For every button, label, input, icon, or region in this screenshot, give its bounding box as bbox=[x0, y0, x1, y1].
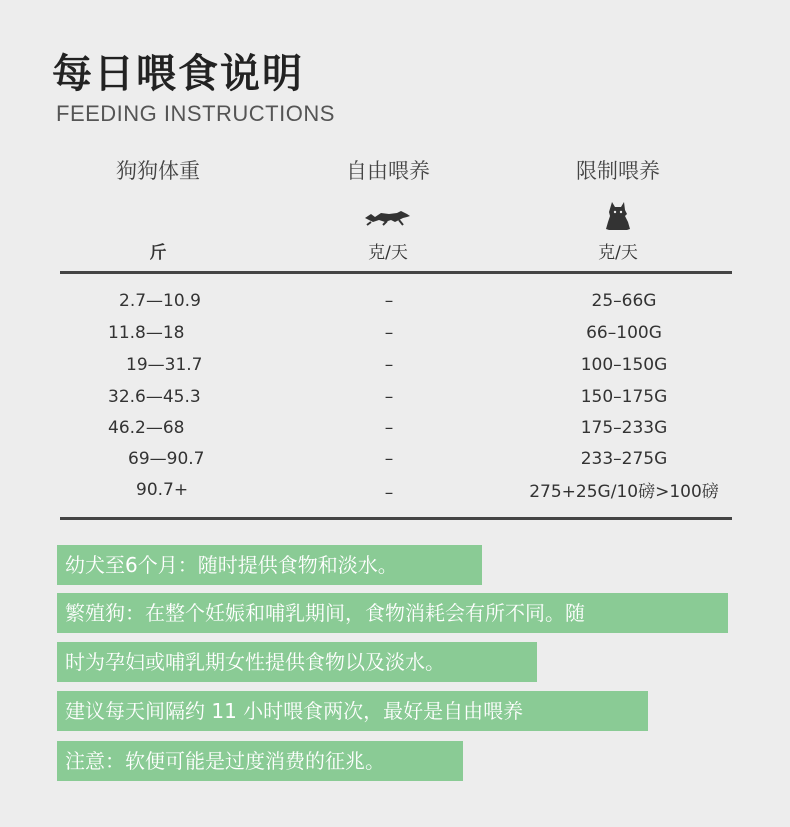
table-row bbox=[0, 416, 790, 446]
note-schedule: 建议每天间隔约 11 小时喂食两次，最好是自由喂养 bbox=[57, 691, 648, 731]
dog-sitting-icon bbox=[603, 200, 633, 236]
note-caution: 注意：软便可能是过度消费的征兆。 bbox=[57, 741, 463, 781]
page-title: 每日喂食说明 bbox=[52, 51, 304, 97]
free-cell: – bbox=[384, 418, 394, 438]
limited-cell: 100–150G bbox=[580, 355, 668, 375]
note-puppy: 幼犬至6个月：随时提供食物和淡水。 bbox=[57, 545, 482, 585]
header-free-feeding: 自由喂养 bbox=[346, 159, 430, 183]
table-row bbox=[0, 385, 790, 415]
free-cell: – bbox=[384, 483, 394, 503]
unit-free-feeding: 克/天 bbox=[368, 243, 408, 263]
limited-cell: 233–275G bbox=[580, 449, 668, 469]
table-top-rule bbox=[60, 271, 732, 274]
free-cell: – bbox=[384, 387, 394, 407]
limited-cell: 175–233G bbox=[580, 418, 668, 438]
limited-cell: 25–66G bbox=[591, 291, 657, 311]
weight-cell: 19—31.7 bbox=[126, 355, 203, 375]
table-row bbox=[0, 353, 790, 383]
weight-cell: 46.2—68 bbox=[108, 418, 185, 438]
limited-cell: 275+25G/10磅>100磅 bbox=[529, 482, 719, 502]
table-bottom-rule bbox=[60, 517, 732, 520]
weight-cell: 2.7—10.9 bbox=[119, 291, 201, 311]
unit-weight: 斤 bbox=[149, 243, 167, 263]
limited-cell: 66–100G bbox=[586, 323, 662, 343]
table-row bbox=[0, 321, 790, 351]
dog-lying-icon bbox=[363, 208, 413, 232]
limited-cell: 150–175G bbox=[580, 387, 668, 407]
table-row bbox=[0, 478, 790, 508]
note-breeding: 繁殖狗：在整个妊娠和哺乳期间，食物消耗会有所不同。随 bbox=[57, 593, 728, 633]
free-cell: – bbox=[384, 291, 394, 311]
free-cell: – bbox=[384, 355, 394, 375]
table-row bbox=[0, 289, 790, 319]
table-row bbox=[0, 447, 790, 477]
note-breeding-cont: 时为孕妇或哺乳期女性提供食物以及淡水。 bbox=[57, 642, 537, 682]
weight-cell: 90.7+ bbox=[136, 480, 189, 500]
weight-cell: 69—90.7 bbox=[128, 449, 205, 469]
header-weight: 狗狗体重 bbox=[116, 159, 200, 183]
weight-cell: 32.6—45.3 bbox=[108, 387, 201, 407]
free-cell: – bbox=[384, 449, 394, 469]
header-limited-feeding: 限制喂养 bbox=[576, 159, 660, 183]
free-cell: – bbox=[384, 323, 394, 343]
weight-cell: 11.8—18 bbox=[108, 323, 185, 343]
unit-limited-feeding: 克/天 bbox=[598, 243, 638, 263]
page-subtitle: FEEDING INSTRUCTIONS bbox=[56, 101, 335, 126]
